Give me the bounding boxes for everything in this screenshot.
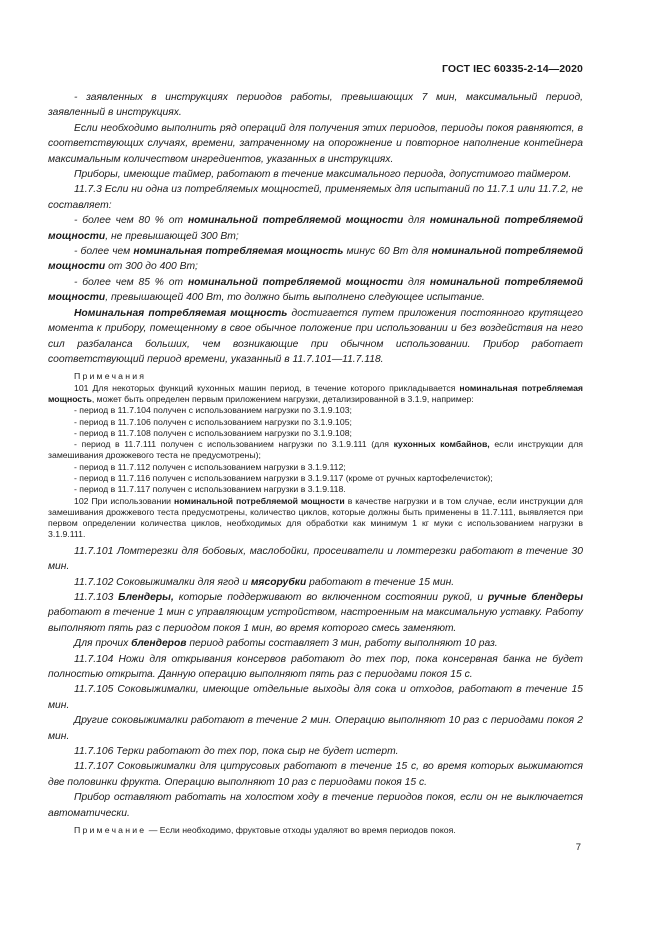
main-list-item	[48, 213, 583, 244]
main-paragraph	[48, 121, 583, 167]
text-run: , превышающей 400 Вт, то должно быть выполнено следующее испытание.	[105, 292, 485, 304]
clause-paragraph	[48, 652, 583, 683]
clause-paragraph	[48, 682, 583, 713]
page-body	[48, 90, 583, 836]
clause-paragraph	[48, 713, 583, 744]
defined-term: номинальной потребляемой мощности	[173, 495, 345, 506]
text-run: - заявленных в инструкциях периодов работы, превышающих 7 мин, максимальный период, заявленный в инструкциях.	[48, 92, 583, 119]
text-run: в качестве нагрузки и в том случае, если инструкции для замешивания дрожжевого теста предусмотрены, количество циклов, которые должны быть применены в 11.7.111, выявляется при первом определении количества циклов, необходимых для обработки как минимум 1 кг муки с использованием нагрузки в 3.1.9.111.	[48, 495, 583, 540]
text-run: - более чем 85 % от	[74, 276, 188, 288]
clause-paragraph	[48, 575, 583, 590]
text-run: работают в течение 1 мин с управляющим устройством, настроенным на максимальную уставку. Работу выполняют пять раз с периодом покоя 1 мин, во время которого смесь заменяют.	[48, 607, 583, 634]
text-run: 11.7.102 Соковыжималки для ягод и	[74, 576, 251, 588]
text-run: работают в течение 15 мин.	[306, 576, 455, 588]
text-run: 102 При использовании	[74, 495, 174, 506]
main-list-item	[48, 275, 583, 306]
text-run: 11.7.103	[74, 591, 119, 603]
defined-term: ручные блендеры	[488, 591, 583, 603]
text-run: 101 Для некоторых функций кухонных машин период, в течение которого прикладывается	[74, 382, 460, 393]
page-number: 7	[575, 842, 581, 853]
text-run: 11.7.104 Ножи для открывания консервов работают до тех пор, пока консервная банка не будет полностью открыта. Данную операцию выполняют пять раз с периодами покоя 15 с.	[48, 653, 583, 681]
note-list-item	[48, 439, 583, 462]
defined-term: номинальной потребляемой мощности	[48, 246, 583, 273]
text-run: Если необходимо выполнить ряд операций для получения этих периодов, периоды покоя равняются, в соответствующих случаях, времени, затраченному на опорожнение и повторное наполнение контейнера максимальным количеством ингредиентов, указанных в инструкциях.	[48, 122, 583, 165]
note-list-item	[48, 473, 583, 484]
text-run: Для прочих	[74, 638, 132, 650]
clause-paragraph	[48, 544, 583, 575]
final-note	[48, 825, 583, 836]
defined-term: номинальной потребляемой мощности	[48, 276, 583, 304]
defined-term: номинальная потребляемая мощность	[133, 246, 344, 258]
text-run: , не превышающей 300 Вт;	[105, 230, 239, 242]
main-paragraph	[48, 167, 583, 182]
text-run: Другие соковыжималки работают в течение 2 мин. Операцию выполняют 10 раз с периодами покоя 2 мин.	[48, 715, 583, 742]
final-note-text: — Если необходимо, фруктовые отходы удаляют во время периодов покоя.	[146, 825, 456, 836]
note-list-item	[48, 428, 583, 439]
defined-term: мясорубки	[250, 576, 307, 588]
text-run: минус 60 Вт для	[343, 246, 432, 258]
defined-term: номинальной потребляемой мощности	[187, 215, 404, 227]
text-run: - период в 11.7.104 получен с использованием нагрузки по 3.1.9.103;	[74, 405, 352, 416]
note-item	[48, 383, 583, 406]
text-run: 11.7.3 Если ни одна из потребляемых мощностей, применяемых для испытаний по 11.7.1 или 11.7.2, не составляет:	[48, 184, 583, 211]
text-run: - период в 11.7.116 получен с использованием нагрузки в 3.1.9.117 (кроме от ручных картофелечисток);	[74, 472, 493, 483]
note-list-item	[48, 484, 583, 495]
text-run: , может быть определен первым приложением нагрузки, детализированной в 3.1.9, например:	[91, 393, 474, 404]
defined-term: Блендеры,	[118, 591, 174, 603]
main-paragraph	[48, 182, 583, 213]
text-run: если инструкции для замешивания дрожжевого теста не предусмотрены);	[48, 439, 583, 461]
text-run: для	[403, 215, 430, 227]
text-run: 11.7.106 Терки работают до тех пор, пока сыр не будет истерт.	[74, 746, 399, 758]
clause-paragraph	[48, 790, 583, 821]
main-paragraph	[48, 306, 583, 368]
clause-paragraph	[48, 744, 583, 759]
text-run: - более чем	[74, 246, 134, 258]
text-run: 11.7.101 Ломтерезки для бобовых, маслобойки, просеиватели и ломтерезки работают в течение 30 мин.	[48, 545, 583, 573]
text-run: Приборы, имеющие таймер, работают в течение максимального периода, допустимого таймером.	[74, 169, 572, 181]
final-note-label: Примечание	[74, 825, 147, 836]
defined-term: Номинальная потребляемая мощность	[74, 307, 288, 319]
note-list-item	[48, 462, 583, 473]
main-paragraph	[48, 90, 583, 121]
defined-term: номинальная потребляемая мощность	[48, 382, 583, 404]
defined-term: номинальной потребляемой мощности	[187, 276, 404, 288]
text-run: - период в 11.7.117 получен с использованием нагрузки в 3.1.9.118.	[74, 484, 346, 495]
text-run: - более чем 80 % от	[74, 215, 188, 227]
text-run: Прибор оставляют работать на холостом ходу в течение периодов покоя, если он не выключается автоматически.	[48, 792, 583, 819]
note-list-item	[48, 417, 583, 428]
document-header: ГОСТ IEC 60335-2-14—2020	[441, 63, 583, 75]
text-run: от 300 до 400 Вт;	[105, 261, 198, 273]
clause-paragraph	[48, 590, 583, 636]
defined-term: номинальной потребляемой мощности	[48, 215, 583, 242]
clause-paragraph	[48, 636, 583, 651]
text-run: которые поддерживают во включенном состоянии рукой, и	[173, 591, 489, 603]
text-run: достигается путем приложения постоянного крутящего момента к прибору, помещенному в свое обычное положение при использовании и без воздействия на него сил разбаланса больших, чем возникающие при обычном использовании. Прибор работает соответствующий период времени, указанный в 11.7.101—11.7.118.	[48, 307, 583, 365]
note-list-item	[48, 405, 583, 416]
main-list-item	[48, 244, 583, 275]
defined-term: кухонных комбайнов,	[393, 439, 490, 450]
defined-term: блендеров	[131, 638, 187, 650]
text-run: - период в 11.7.108 получен с использованием нагрузки по 3.1.9.108;	[74, 427, 352, 438]
text-run: для	[403, 276, 430, 288]
text-run: - период в 11.7.106 получен с использованием нагрузки по 3.1.9.105;	[74, 416, 352, 427]
text-run: - период в 11.7.112 получен с использованием нагрузки в 3.1.9.112;	[74, 461, 346, 472]
note-item	[48, 496, 583, 541]
text-run: - период в 11.7.111 получен с использованием нагрузки по 3.1.9.111 (для	[74, 439, 394, 450]
notes-heading: Примечания	[74, 371, 147, 382]
text-run: период работы составляет 3 мин, работу выполняют 10 раз.	[186, 638, 498, 650]
text-run: 11.7.107 Соковыжималки для цитрусовых работают в течение 15 с, во время которых выжимаются две половинки фрукта. Операцию выполняют 10 раз с периодами покоя 15 с.	[48, 761, 583, 788]
clause-paragraph	[48, 759, 583, 790]
text-run: 11.7.105 Соковыжималки, имеющие отдельные выходы для сока и отходов, работают в течение 15 мин.	[48, 684, 583, 711]
